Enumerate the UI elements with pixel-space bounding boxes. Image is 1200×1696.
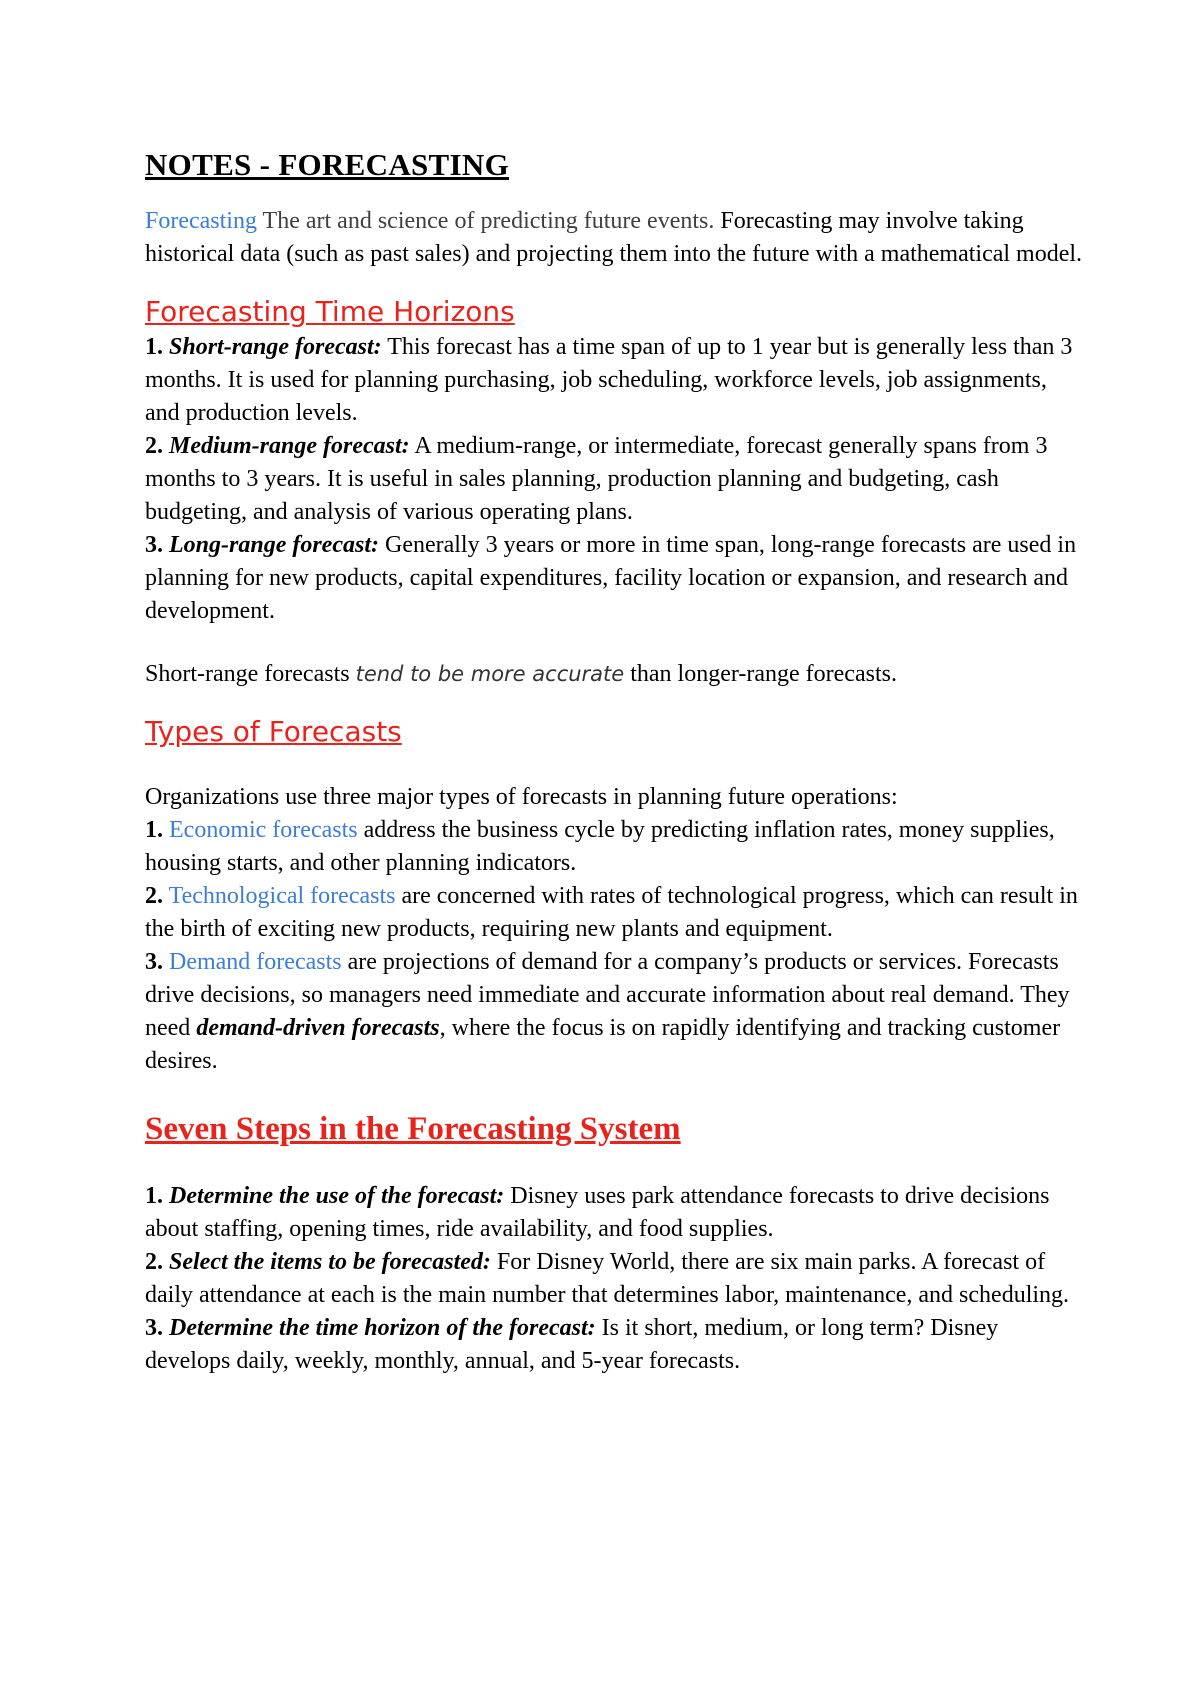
time-horizon-item bbox=[145, 430, 1085, 529]
time-horizon-item bbox=[145, 529, 1085, 628]
seven-steps-heading: Seven Steps in the Forecasting System bbox=[145, 1111, 681, 1147]
page-title: NOTES - FORECASTING bbox=[145, 147, 509, 182]
document-content bbox=[145, 145, 1085, 1378]
item-number: 2. bbox=[145, 1249, 163, 1275]
step-item bbox=[145, 1246, 1085, 1312]
item-number: 2. bbox=[145, 883, 163, 909]
item-text: This forecast has a time span of up to 1 year but is generally less than 3 months. It is used for planning purchasing, job scheduling, workforce levels, job assignments, and production levels. bbox=[145, 334, 1073, 426]
item-text: address the business cycle by predicting inflation rates, money supplies, housing starts, and other planning indicators. bbox=[145, 817, 1055, 876]
type-item bbox=[145, 880, 1085, 946]
types-heading: Types of Forecasts bbox=[145, 715, 402, 748]
type-item bbox=[145, 946, 1085, 1078]
accuracy-note-emphasis: tend to be more accurate bbox=[355, 662, 625, 686]
accuracy-note-after: than longer-range forecasts. bbox=[624, 661, 897, 687]
item-term: Economic forecasts bbox=[169, 817, 358, 843]
item-number: 3. bbox=[145, 949, 163, 975]
item-text: Disney uses park attendance forecasts to drive decisions about staffing, opening times, ride availability, and food supplies. bbox=[145, 1183, 1050, 1242]
item-term: Select the items to be forecasted: bbox=[169, 1249, 491, 1275]
item-text: are concerned with rates of technological progress, which can result in the birth of exciting new products, requiring new plants and equipment. bbox=[145, 883, 1078, 942]
types-intro: Organizations use three major types of forecasts in planning future operations: bbox=[145, 784, 898, 810]
step-item bbox=[145, 1180, 1085, 1246]
item-term: Determine the use of the forecast: bbox=[169, 1183, 505, 1209]
item-term: Short-range forecast: bbox=[169, 334, 382, 360]
intro-paragraph bbox=[145, 205, 1085, 271]
item-term: Determine the time horizon of the forecast: bbox=[169, 1315, 596, 1341]
item-text: A medium-range, or intermediate, forecast generally spans from 3 months to 3 years. It is useful in sales planning, production planning and budgeting, cash budgeting, and analysis of various operating plans. bbox=[145, 433, 1048, 525]
item-emphasis: demand-driven forecasts bbox=[196, 1015, 440, 1041]
accuracy-note bbox=[145, 658, 1085, 691]
intro-term: Forecasting bbox=[145, 208, 257, 234]
item-text: are projections of demand for a company’s products or services. Forecasts drive decisions, so managers need immediate and accurate information about real demand. They need bbox=[145, 949, 1070, 1041]
item-number: 1. bbox=[145, 817, 163, 843]
intro-rest: Forecasting may involve taking historical data (such as past sales) and projecting them into the future with a mathematical model. bbox=[145, 208, 1083, 267]
item-number: 2. bbox=[145, 433, 163, 459]
type-item bbox=[145, 814, 1085, 880]
item-number: 3. bbox=[145, 1315, 163, 1341]
item-text: Is it short, medium, or long term? Disney develops daily, weekly, monthly, annual, and 5-year forecasts. bbox=[145, 1315, 999, 1374]
step-item bbox=[145, 1312, 1085, 1378]
item-number: 3. bbox=[145, 532, 163, 558]
item-term: Technological forecasts bbox=[168, 883, 396, 909]
item-term: Demand forecasts bbox=[169, 949, 342, 975]
item-text: For Disney World, there are six main parks. A forecast of daily attendance at each is the main number that determines labor, maintenance, and scheduling. bbox=[145, 1249, 1070, 1308]
item-number: 1. bbox=[145, 1183, 163, 1209]
item-text-after: , where the focus is on rapidly identifying and tracking customer desires. bbox=[145, 1015, 1061, 1074]
accuracy-note-before: Short-range forecasts bbox=[145, 661, 356, 687]
time-horizons-heading: Forecasting Time Horizons bbox=[145, 295, 515, 328]
intro-definition: The art and science of predicting future events. bbox=[256, 208, 715, 234]
time-horizon-item bbox=[145, 331, 1085, 430]
item-term: Medium-range forecast: bbox=[169, 433, 410, 459]
item-text: Generally 3 years or more in time span, long-range forecasts are used in planning for new products, capital expenditures, facility location or expansion, and research and development. bbox=[145, 532, 1077, 624]
item-number: 1. bbox=[145, 334, 163, 360]
item-term: Long-range forecast: bbox=[169, 532, 379, 558]
